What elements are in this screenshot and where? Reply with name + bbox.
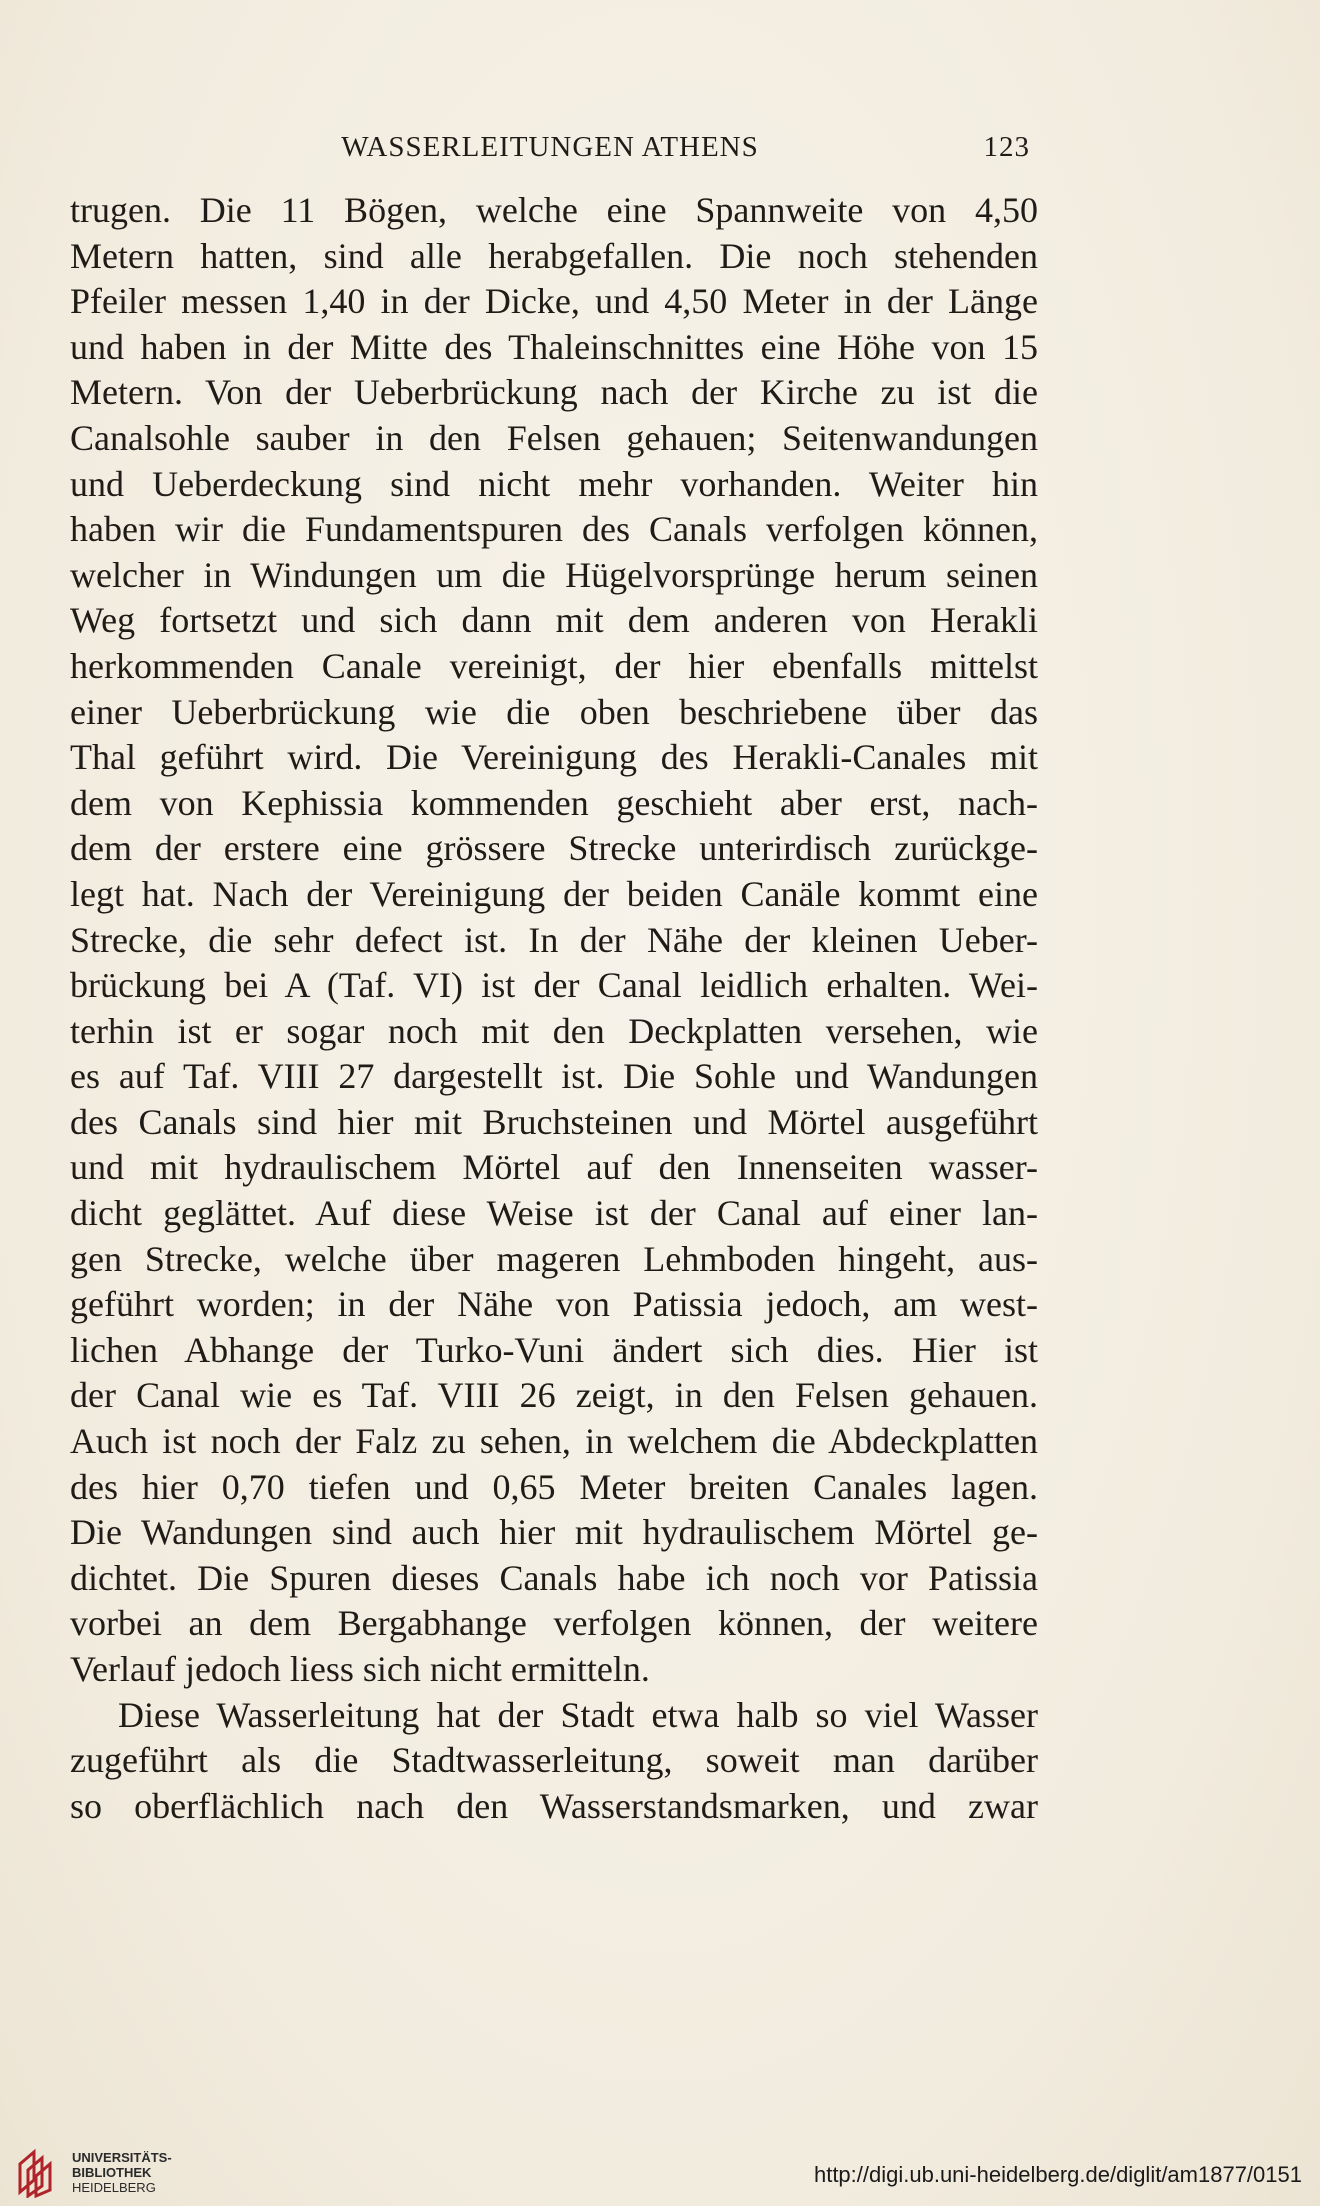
text-line: Strecke, die sehr defect ist. In der Nähe der kleinen Ueber- [70,919,1038,960]
text-line: des hier 0,70 tiefen und 0,65 Meter breiten Canales lagen. [70,1466,1038,1507]
text-line: Canalsohle sauber in den Felsen gehauen; Seitenwandungen [70,417,1038,458]
text-line: zugeführt als die Stadtwasserleitung, soweit man darüber [70,1740,1038,1781]
text-line: der Canal wie es Taf. VIII 26 zeigt, in den Felsen gehauen. [70,1375,1038,1416]
text-line: Weg fortsetzt und sich dann mit dem anderen von Herakli [70,600,1038,641]
library-name-line: UNIVERSITÄTS- [72,2150,172,2165]
text-line: lichen Abhange der Turko-Vuni ändert sich dies. Hier ist [70,1329,1038,1370]
text-line: haben wir die Fundamentspuren des Canals verfolgen können, [70,509,1038,550]
body-text [70,188,1038,1829]
running-head [70,131,1030,171]
text-line: dicht geglättet. Auf diese Weise ist der Canal auf einer lan- [70,1193,1038,1234]
text-line: Verlauf jedoch liess sich nicht ermitteln. [70,1649,650,1689]
text-line: trugen. Die 11 Bögen, welche eine Spannweite von 4,50 [70,190,1038,230]
library-name-line: BIBLIOTHEK [72,2165,152,2180]
text-line: geführt worden; in der Nähe von Patissia jedoch, am west- [70,1284,1038,1325]
digitization-footer [0,2140,1320,2206]
text-line: des Canals sind hier mit Bruchsteinen und Mörtel ausgeführt [70,1101,1038,1142]
text-line: vorbei an dem Bergabhange verfolgen können, der weitere [70,1603,1038,1644]
text-line: welcher in Windungen um die Hügelvorsprünge herum seinen [70,554,1038,595]
text-line: Diese Wasserleitung hat der Stadt etwa halb so viel Wasser [118,1694,1038,1735]
page-number: 123 [983,131,1030,163]
text-line: Die Wandungen sind auch hier mit hydraulischem Mörtel ge- [70,1512,1038,1553]
text-line: brückung bei A (Taf. VI) ist der Canal leidlich erhalten. Wei- [70,965,1038,1006]
text-line: und Ueberdeckung sind nicht mehr vorhanden. Weiter hin [70,463,1038,504]
text-line: dem von Kephissia kommenden geschieht aber erst, nach- [70,782,1038,823]
text-line: es auf Taf. VIII 27 dargestellt ist. Die Sohle und Wandungen [70,1056,1038,1097]
text-line: Metern hatten, sind alle herabgefallen. Die noch stehenden [70,235,1038,276]
text-line: einer Ueberbrückung wie die oben beschriebene über das [70,691,1038,732]
text-line: herkommenden Canale vereinigt, der hier ebenfalls mittelst [70,645,1038,686]
text-line: Metern. Von der Ueberbrückung nach der Kirche zu ist die [70,372,1038,413]
library-name-line: HEIDELBERG [72,2180,156,2195]
library-name [72,2150,172,2195]
text-line: dichtet. Die Spuren dieses Canals habe ich noch vor Patissia [70,1557,1038,1598]
text-line: Auch ist noch der Falz zu sehen, in welchem die Abdeckplatten [70,1421,1038,1462]
text-line: und mit hydraulischem Mörtel auf den Innenseiten wasser- [70,1147,1038,1188]
text-line: terhin ist er sogar noch mit den Deckplatten versehen, wie [70,1010,1038,1051]
running-title: WASSERLEITUNGEN ATHENS [341,131,759,163]
text-line: dem der erstere eine grössere Strecke unterirdisch zurückge- [70,828,1038,869]
source-url-link[interactable]: http://digi.ub.uni-heidelberg.de/diglit/am1877/0151 [813,2162,1302,2187]
text-line: gen Strecke, welche über mageren Lehmboden hingeht, aus- [70,1238,1038,1279]
text-line: und haben in der Mitte des Thaleinschnittes eine Höhe von 15 [70,326,1038,367]
text-line: so oberflächlich nach den Wasserstandsmarken, und zwar [70,1785,1038,1826]
text-line: Thal geführt wird. Die Vereinigung des Herakli-Canales mit [70,737,1038,778]
text-line: legt hat. Nach der Vereinigung der beiden Canäle kommt eine [70,873,1038,914]
text-line: Pfeiler messen 1,40 in der Dicke, und 4,50 Meter in der Länge [70,281,1038,322]
library-logo-icon [12,2146,62,2198]
